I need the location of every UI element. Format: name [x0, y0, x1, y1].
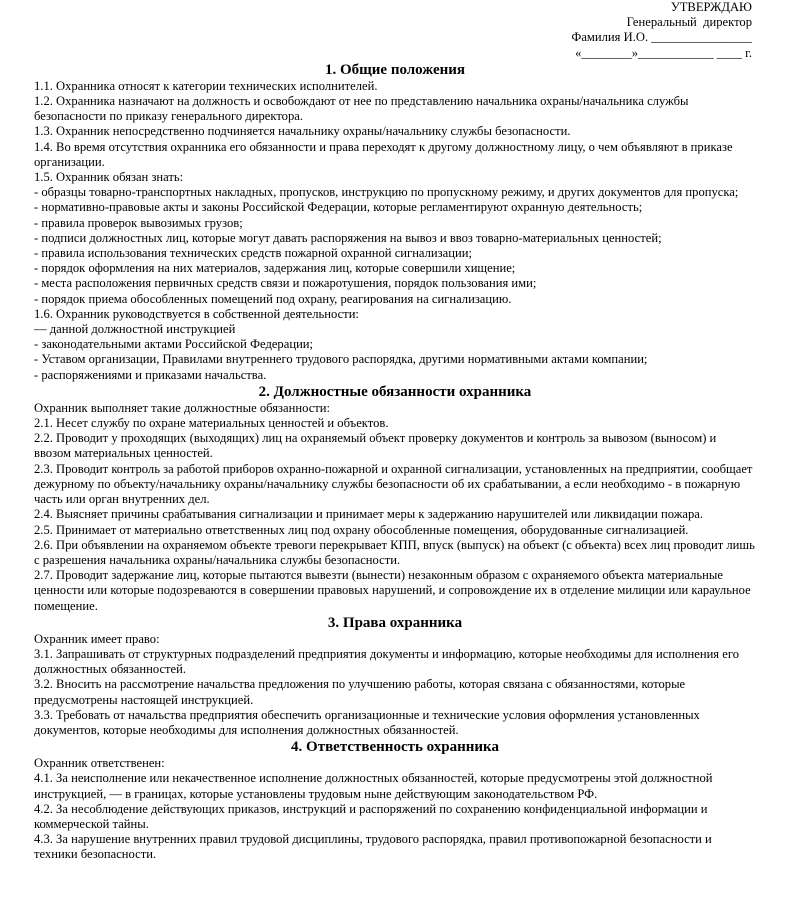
paragraph: 1.6. Охранник руководствуется в собственной деятельности:: [34, 306, 359, 321]
section: [34, 614, 756, 738]
paragraph: 1.1. Охранника относят к категории технических исполнителей.: [34, 78, 378, 93]
paragraph: - места расположения первичных средств связи и пожаротушения, порядок пользования ими;: [34, 276, 537, 291]
section: [34, 61, 756, 383]
approver-name-line: Фамилия И.О. ________________: [571, 30, 752, 45]
approval-date-line: «________»____________ ____ г.: [575, 45, 752, 60]
paragraph: - Уставом организации, Правилами внутреннего трудового распорядка, другими нормативными актами компании;: [34, 352, 648, 367]
paragraph: 3.2. Вносить на рассмотрение начальства предложения по улучшению работы, которая связана с обязанностями, которые предусмотрены настоящей инструкцией.: [34, 677, 686, 707]
document-body: [34, 61, 756, 863]
paragraph: 4.2. За несоблюдение действующих приказов, инструкций и распоряжений по сохранению конфиденциальной информации и коммерческой тайны.: [34, 801, 708, 831]
section-title: 3. Права охранника: [327, 614, 463, 631]
section-title: 2. Должностные обязанности охранника: [258, 383, 532, 400]
paragraph: 3.1. Запрашивать от структурных подразделений предприятия документы и информацию, которые необходимы для исполнения его должностных обязанностей.: [34, 646, 739, 677]
document: [34, 0, 756, 863]
paragraph: - образцы товарно-транспортных накладных, пропусков, инструкцию по пропускному режиму, и других документов для пропуска;: [34, 185, 739, 200]
paragraph: 2.7. Проводит задержание лиц, которые пытаются вывезти (вынести) незаконным образом с охраняемого объекта материальные ценности или которые подозреваются в совершении правовых нарушений, и сопровождение их в отделение милиции или караульное помещение.: [34, 568, 751, 613]
paragraph: 2.6. При объявлении на охраняемом объекте тревоги перекрывает КПП, впуск (выпуск) на объект (с объекта) всех лиц проводит лишь с разрешения начальника охраны/начальника службы безопасности.: [34, 537, 755, 567]
paragraph: 1.3. Охранник непосредственно подчиняется начальнику охраны/начальнику службы безопасности.: [34, 124, 571, 139]
paragraph: 2.2. Проводит у проходящих (выходящих) лиц на охраняемый объект проверку документов и контроль за вывозом (выносом) и ввозом материальных ценностей.: [34, 431, 717, 461]
section-title: 1. Общие положения: [324, 61, 466, 78]
section: [34, 738, 756, 862]
section: [34, 383, 756, 614]
paragraph: 4.1. За неисполнение или некачественное исполнение должностных обязанностей, которые предусмотрены этой должностной инструкцией, — в границах, которые установлены трудовым ныне действующим законодательством РФ.: [34, 771, 713, 801]
approval-block: [34, 0, 756, 61]
paragraph: 2.4. Выясняет причины срабатывания сигнализации и принимает меры к задержанию нарушителей или ликвидации пожара.: [34, 507, 704, 522]
section-title: 4. Ответственность охранника: [291, 739, 499, 756]
paragraph: - порядок приема обособленных помещений под охрану, реагирования на сигнализацию.: [34, 291, 512, 306]
approval-heading: УТВЕРЖДАЮ: [670, 0, 752, 14]
paragraph: - правила проверок вывозимых грузов;: [34, 215, 243, 230]
paragraph: - нормативно-правовые акты и законы Российской Федерации, которые регламентируют охранную деятельность;: [34, 200, 643, 215]
paragraph: - распоряжениями и приказами начальства.: [34, 367, 267, 382]
paragraph: 2.1. Несет службу по охране материальных ценностей и объектов.: [34, 416, 389, 431]
approver-position: Генеральный директор: [626, 15, 752, 30]
paragraph: 2.3. Проводит контроль за работой приборов охранно-пожарной и охранной сигнализации, установленных на предприятии, сообщает дежурному по объекту/начальнику охраны/начальнику службы безопасности об их срабатывании, а если необходимо - в пожарную часть или орган внутренних дел.: [34, 461, 753, 507]
paragraph: 1.5. Охранник обязан знать:: [34, 170, 184, 185]
paragraph: - порядок оформления на них материалов, задержания лиц, которые совершили хищение;: [34, 261, 516, 276]
paragraph: - правила использования технических средств пожарной охранной сигнализации;: [34, 246, 472, 261]
paragraph: — данной должностной инструкцией: [34, 322, 236, 337]
paragraph: 1.2. Охранника назначают на должность и освобождают от нее по представлению начальника охраны/начальника службы безопасности по приказу генерального директора.: [34, 94, 689, 124]
paragraph: Охранник ответственен:: [34, 756, 165, 771]
paragraph: - законодательными актами Российской Федерации;: [34, 337, 314, 352]
paragraph: Охранник имеет право:: [34, 631, 160, 646]
paragraph: 2.5. Принимает от материально ответственных лиц под охрану обособленные помещения, оборудованные сигнализацией.: [34, 522, 689, 537]
paragraph: - подписи должностных лиц, которые могут давать распоряжения на вывоз и ввоз товарно-материальных ценностей;: [34, 230, 662, 245]
paragraph: 4.3. За нарушение внутренних правил трудовой дисциплины, трудового распорядка, правил противопожарной безопасности и техники безопасности.: [34, 832, 712, 862]
paragraph: Охранник выполняет такие должностные обязанности:: [34, 400, 331, 415]
paragraph: 3.3. Требовать от начальства предприятия обеспечить организационные и технические условия оформления установленных документов, которые необходимы для исполнения должностных обязанностей.: [34, 707, 700, 737]
paragraph: 1.4. Во время отсутствия охранника его обязанности и права переходят к другому должностному лицу, о чем объявляют в приказе организации.: [34, 139, 733, 169]
